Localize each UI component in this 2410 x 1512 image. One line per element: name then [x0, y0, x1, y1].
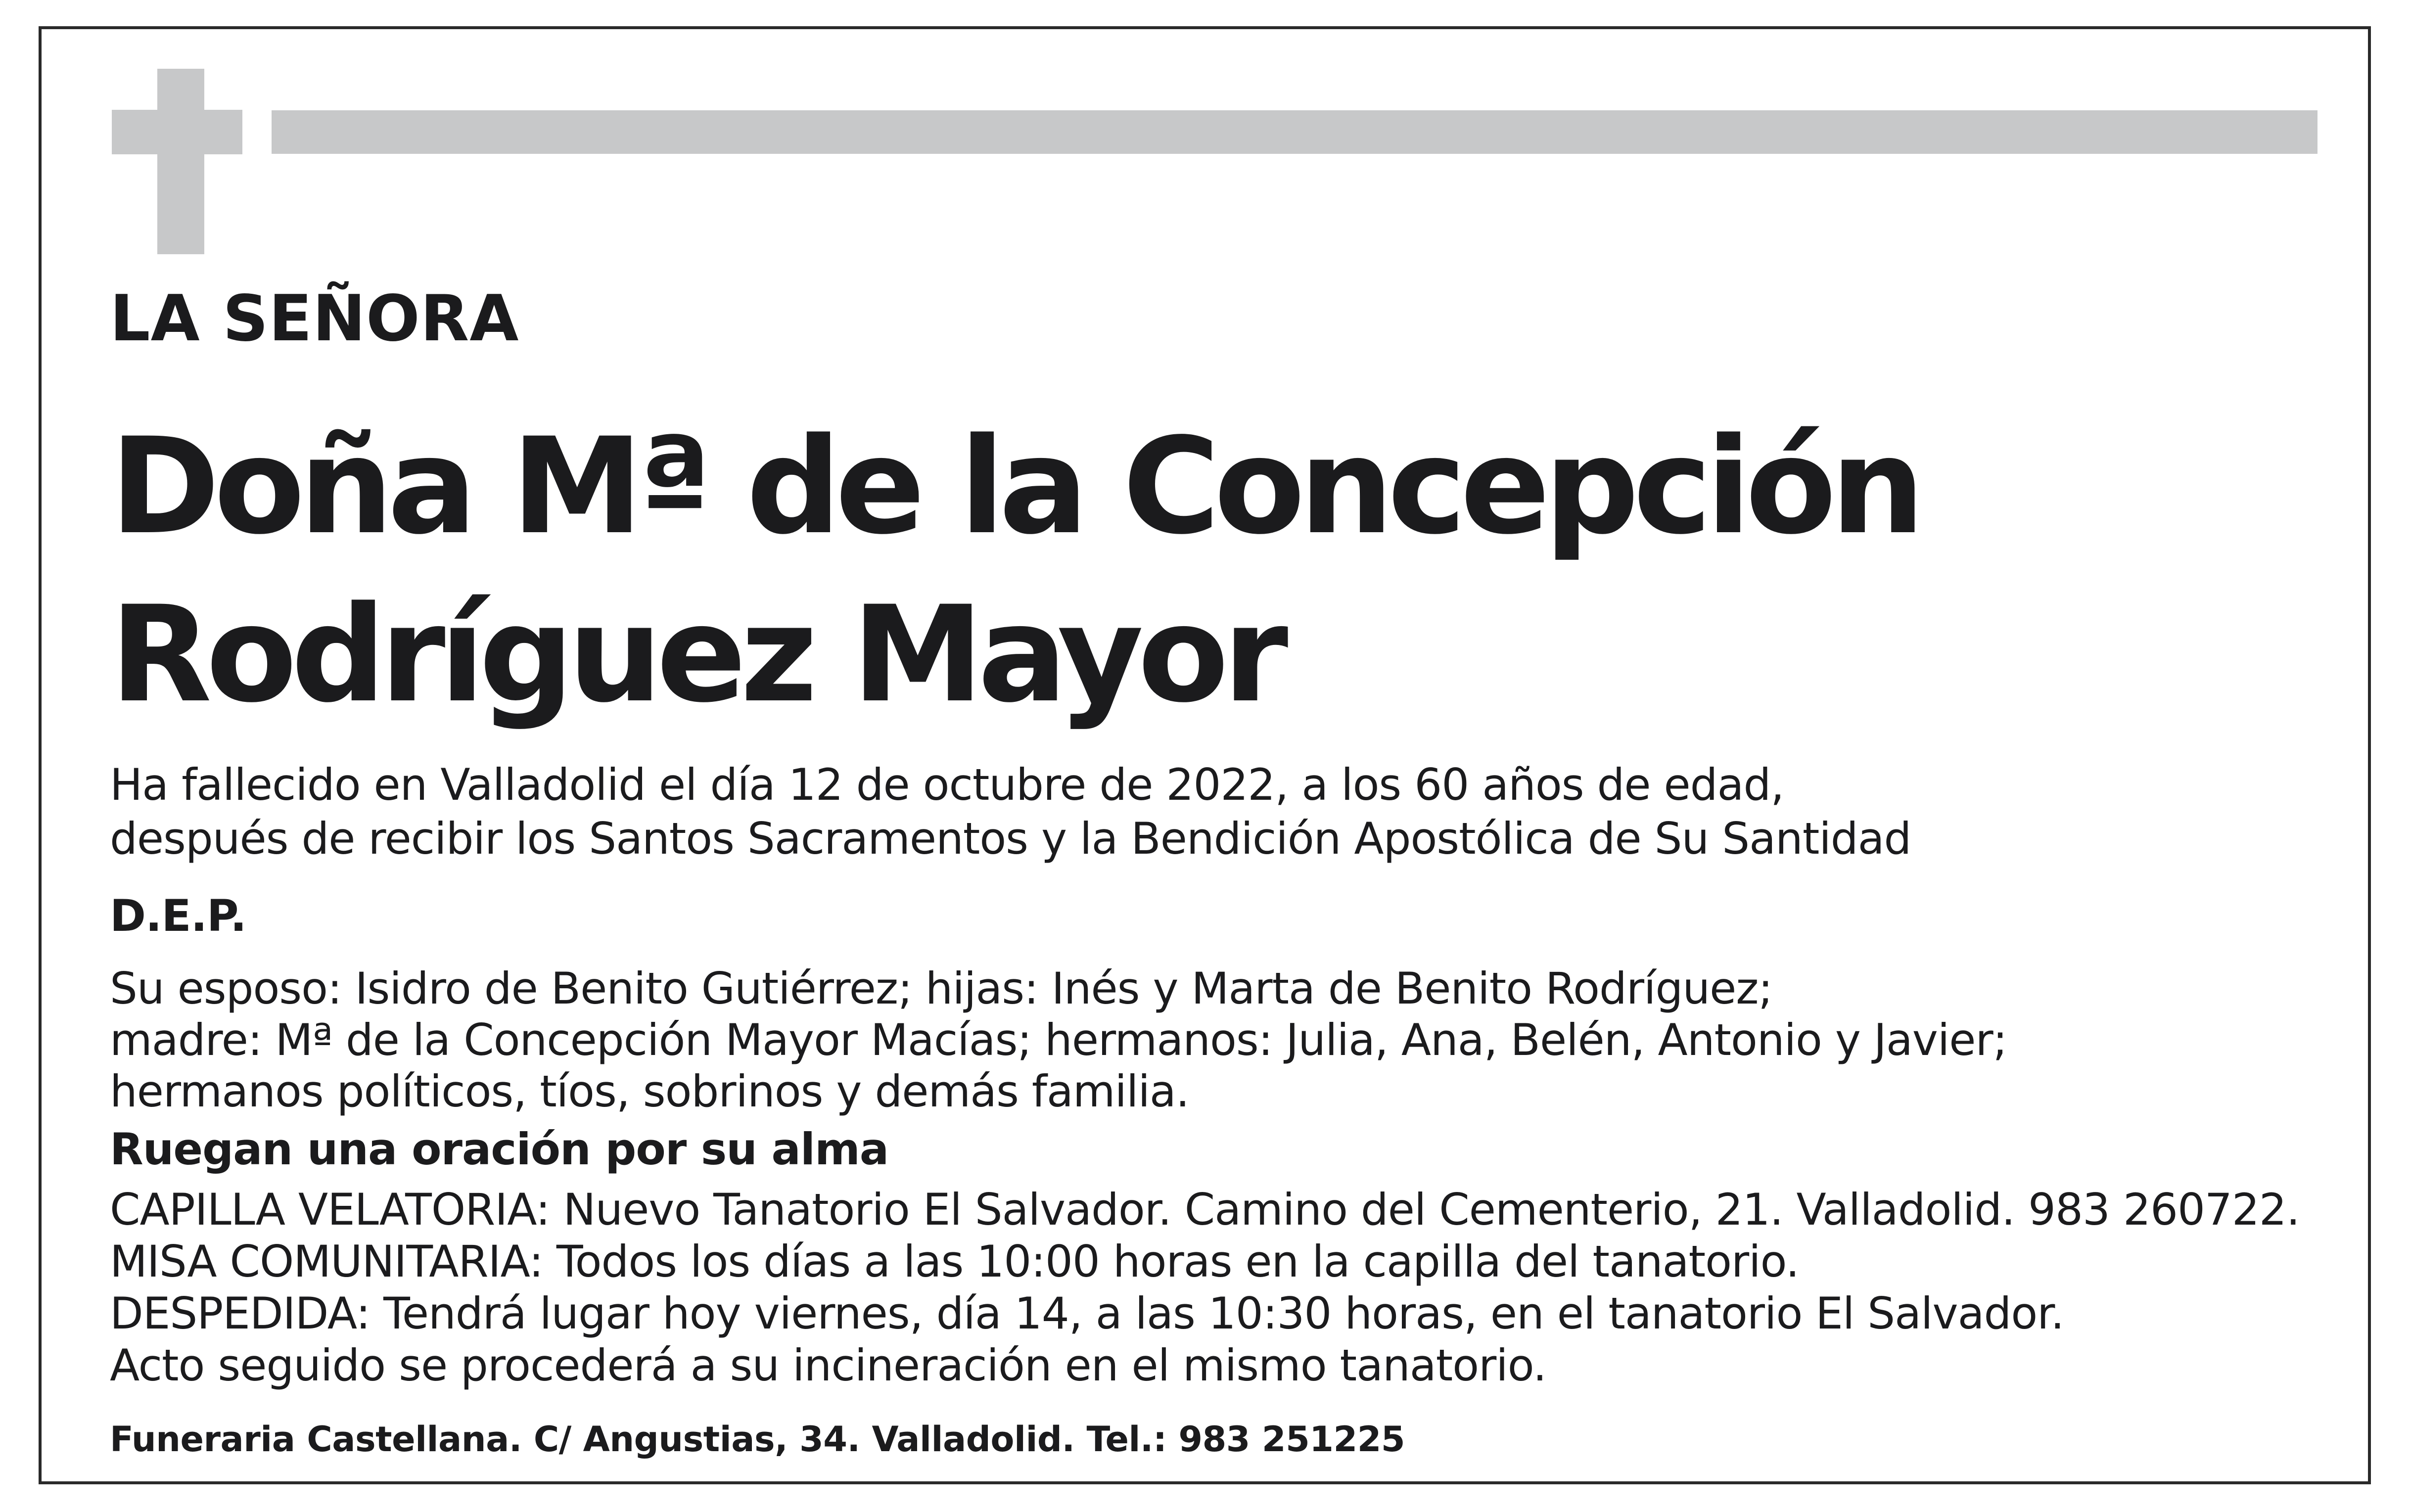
- prayer-request: Ruegan una oración por su alma: [110, 1124, 889, 1175]
- funeral-home-footer: Funeraria Castellana. C/ Angustias, 34. Valladolid. Tel.: 983 251225: [110, 1419, 1405, 1460]
- family-line-1: Su esposo: Isidro de Benito Gutiérrez; hijas: Inés y Marta de Benito Rodríguez;: [110, 963, 1773, 1014]
- deceased-name-line-2: Rodríguez Mayor: [110, 578, 1283, 732]
- service-line-cremation: Acto seguido se procederá a su incineración en el mismo tanatorio.: [110, 1340, 1546, 1391]
- cross-horizontal-bar: [112, 110, 242, 154]
- family-line-2: madre: Mª de la Concepción Mayor Macías; hermanos: Julia, Ana, Belén, Antonio y Javier;: [110, 1014, 2007, 1065]
- family-line-3: hermanos políticos, tíos, sobrinos y demás familia.: [110, 1066, 1189, 1117]
- death-details-line-1: Ha fallecido en Valladolid el día 12 de octubre de 2022, a los 60 años de edad,: [110, 759, 1784, 810]
- deceased-name-line-1: Doña Mª de la Concepción: [110, 410, 1919, 564]
- service-line-farewell: DESPEDIDA: Tendrá lugar hoy viernes, día 14, a las 10:30 horas, en el tanatorio El Salvador.: [110, 1288, 2064, 1339]
- service-line-mass: MISA COMUNITARIA: Todos los días a las 10:00 horas en la capilla del tanatorio.: [110, 1236, 1799, 1287]
- service-line-chapel: CAPILLA VELATORIA: Nuevo Tanatorio El Salvador. Camino del Cementerio, 21. Valladolid. 983 260722.: [110, 1184, 2300, 1235]
- death-details-line-2: después de recibir los Santos Sacramentos y la Bendición Apostólica de Su Santidad: [110, 813, 1911, 864]
- header-rule: [272, 110, 2317, 154]
- cross-vertical-bar: [157, 69, 204, 254]
- rip-label: D.E.P.: [110, 890, 246, 941]
- honorific: LA SEÑORA: [110, 282, 519, 356]
